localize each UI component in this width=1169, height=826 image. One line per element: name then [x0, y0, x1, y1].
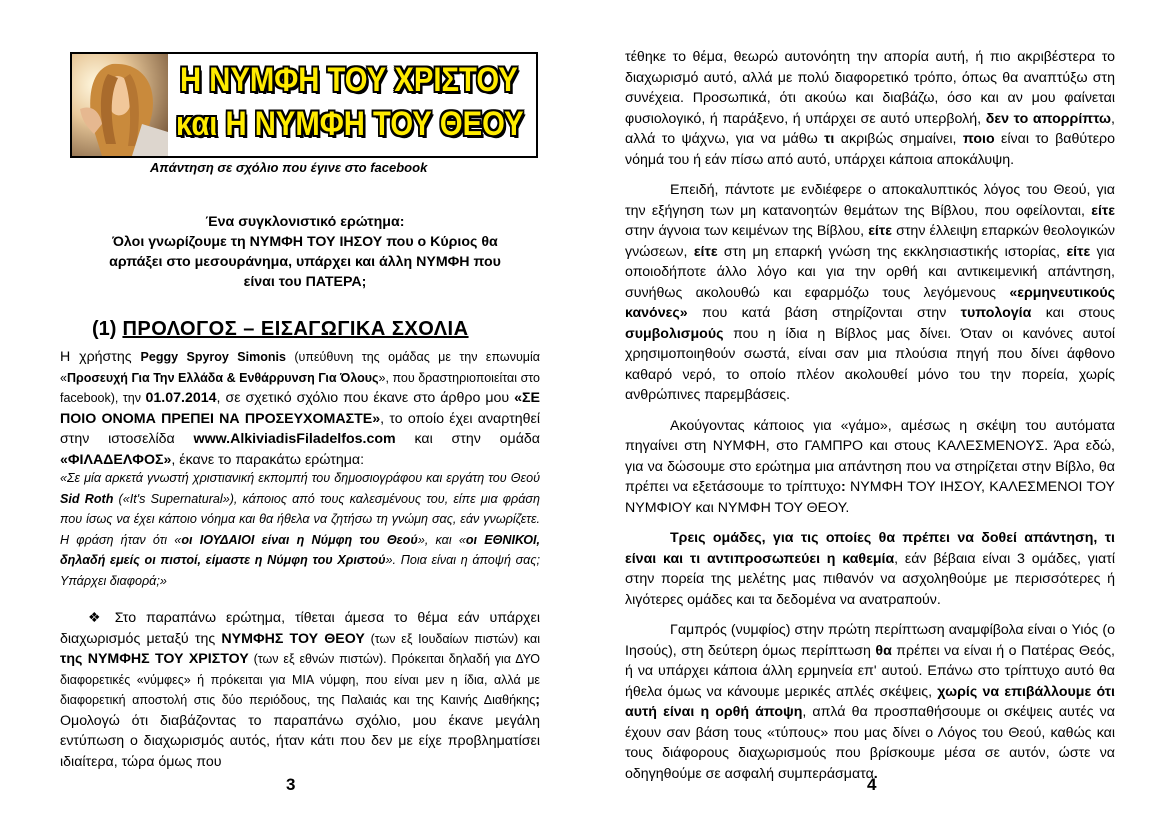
p2-either-3: είτε	[693, 243, 718, 260]
p4-text-a: , εάν βέβαια είναι 3 ομάδες, γιατί στην πορεία της μελέτης μας πιθανόν να ασχοληθούμε με περισσότερες ή λιγότερες ομάδες και τα δεδομένα να ανατραπούν.	[625, 550, 1115, 608]
quote-text-a: «Σε μία αρκετά γνωστή χριστιανική εκπομπή του δημοσιογράφου και εργάτη του Θεού	[60, 471, 540, 485]
group-name: Προσευχή Για Την Ελλάδα & Ενθάρρυνση Για Όλους	[66, 370, 379, 385]
body-bold-2: της ΝΥΜΦΗΣ ΤΟΥ ΧΡΙΣΤΟΥ	[60, 651, 249, 667]
title-banner	[70, 52, 538, 158]
p2-text-h: που η ίδια η Βίβλος μας δίνει. Όταν οι κανόνες αυτοί χρησιμοποιηθούν σωστά, είναι σαν μια πλούσια πηγή που δίνει άφθονο καθαρό νερό, το οποίο πλέον ακολουθεί μόνο του την πορεία, χωρίς ανθρώπινες παρεμβάσεις.	[625, 325, 1115, 403]
section-number: (1)	[92, 318, 117, 340]
p1-text-a: τέθηκε το θέμα, θεωρώ αυτονόητη την απορία αυτή, ή πιο ακριβέστερα το διαχωρισμό αυτό, αλλά με πολύ διαφορετικό τρόπο, όπως θα αναπτύξω στη συνέχεια. Προσωπικά, ότι ακούω και διαβάζω, όσο και αν μου φαίνεται φυσιολογικό, ή παράξενο, ή υπάρχει σε αυτό υπερβολή,	[625, 49, 1115, 127]
intro-text-a: Η χρήστης	[60, 349, 141, 365]
body-text-c: (των εξ εθνών πιστών). Πρόκειται δηλαδή για ΔΥΟ διαφορετικές «νύμφες» ή πρόκειται για ΜΙΑ νύμφη, που είναι μεν η ίδια, αλλά με διαφορετική αποστολή στις δύο περιόδους, της Παλαιάς και της Καινής Διαθήκης	[60, 652, 540, 707]
question-block	[70, 212, 540, 292]
comment-date: 01.07.2014	[145, 390, 217, 406]
p2-rules: «ερμηνευτικούς κανόνες»	[625, 284, 1115, 321]
p3-colon: :	[840, 479, 846, 495]
p2-text-g: και στους	[1031, 305, 1115, 321]
p2-text-a: Επειδή, πάντοτε με ενδιέφερε ο αποκαλυπτικός λόγος του Θεού, για την εξήγηση των μη κατανοητών θεμάτων της Βίβλου, που οφείλονται,	[625, 182, 1115, 219]
section-heading	[92, 318, 469, 341]
title-block	[172, 58, 532, 146]
paragraph-5	[625, 620, 1115, 784]
p5-text-b: πρέπει να είναι ή ο Πατέρας Θεός, ή να υπάρχει κάποια άλλη ερμηνεία επ' αυτού. Επάνω στο τρίπτυχο αυτό θα ήθελα όμως να κάνουμε μερικές απλές σκέψεις,	[625, 642, 1115, 700]
body-text-a: Στο παραπάνω ερώτημα, τίθεται άμεσα το θέμα εάν υπάρχει διαχωρισμός μεταξύ της	[60, 610, 540, 647]
quote-bold-1: οι ΙΟΥΔΑΙΟΙ είναι η Νύμφη του Θεού	[181, 532, 418, 547]
p3-text-a: Ακούγοντας κάποιος για «γάμο», αμέσως η σκέψη του αυτόματα πηγαίνει στη ΝΥΜΦΗ, στο ΓΑΜΠΡΟ και στους ΚΑΛΕΣΜΕΝΟΥΣ. Άρα εδώ, για να δώσουμε στο ερώτημα μια απάντηση που να στηρίζεται στην Βίβλο, θα πρέπει να εξετάσουμε το τρίπτυχο	[625, 417, 1115, 495]
p2-text-d: στη μη επαρκή γνώση της εκκλησιαστικής ιστορίας,	[717, 243, 1067, 260]
p5-dot: .	[873, 765, 878, 782]
question-line-4: είναι του ΠΑΤΕΡΑ;	[243, 274, 367, 290]
banner-caption: Απάντηση σε σχόλιο που έγινε στο facebook	[150, 160, 428, 175]
right-text-column	[625, 47, 1115, 784]
right-page	[585, 0, 1169, 826]
paragraph-2	[625, 180, 1115, 406]
quote-text-b: («It's Supernatural»), κάποιος από τους καλεσμένους του, είπε μια φράση που ίσως να έχει κάποιο νόημα και θα ήθελα να ζητήσω τη γνώμη σας, εάν γνωρίζετε. Η φράση ήταν ότι «	[60, 491, 540, 547]
p2-either-1: είτε	[1091, 202, 1115, 219]
p1-bold-2: τι	[824, 131, 835, 147]
quote-name: Sid Roth	[60, 491, 114, 506]
quote-bold-2: οι ΕΘΝΙΚΟΙ, δηλαδή εμείς οι πιστοί, είμαστε η Νύμφη του Χριστού	[60, 532, 541, 567]
intro-text-b: (υπεύθυνη της ομάδας με την επωνυμία «	[60, 350, 540, 385]
bullet-icon: ❖	[88, 610, 107, 626]
intro-text-e: , το οποίο έχει αναρτηθεί στην ιστοσελίδα	[60, 410, 540, 447]
question-line-3: αρπάξει στο μεσουράνημα, υπάρχει και άλλη ΝΥΜΦΗ που	[109, 254, 501, 270]
body-bold-1: ΝΥΜΦΗΣ ΤΟΥ ΘΕΟΥ	[221, 630, 365, 647]
p2-either-2: είτε	[868, 223, 892, 239]
question-line-1: Ένα συγκλονιστικό ερώτημα:	[205, 214, 405, 230]
p2-text-e: για οποιοδήποτε άλλο λόγο και για την ορθή και αντικειμενική απάντηση, συνήθως ακολουθώ και εφαρμόζω τους λεγόμενους	[625, 243, 1115, 301]
body-text-d: Ομολογώ ότι διαβάζοντας το παραπάνω σχόλιο, μου έκανε μεγάλη εντύπωση ο διαχωρισμός αυτός, ήταν κάτι που δεν με είχε προβληματίσει ιδιαίτερα, τώρα όμως που	[60, 712, 540, 770]
intro-text-f: και στην ομάδα	[395, 431, 540, 447]
p2-text-b: στην άγνοια των κειμένων της Βίβλου,	[625, 223, 869, 239]
page-number-right: 4	[867, 775, 877, 794]
website: www.AlkiviadisFiladelfos.com	[193, 431, 396, 447]
intro-text-d: , σε σχετικό σχόλιο που έκανε στο άρθρο μου	[216, 390, 515, 406]
body-text-b: (των εξ Ιουδαίων πιστών) και	[364, 631, 540, 646]
article-title: «ΣΕ ΠΟΙΟ ΟΝΟΜΑ ΠΡΕΠΕΙ ΝΑ ΠΡΟΣΕΥΧΟΜΑΣΤΕ»	[60, 390, 540, 427]
p5-bold: χωρίς να επιβάλλουμε ότι αυτή είναι η ορθή άποψη	[625, 683, 1115, 720]
intro-paragraph	[60, 347, 540, 470]
question-line-2: Όλοι γνωρίζουμε τη ΝΥΜΦΗ ΤΟΥ ΙΗΣΟΥ που ο Κύριος θα	[112, 234, 498, 250]
left-page	[0, 0, 584, 826]
portrait-image	[72, 54, 168, 156]
body-paragraph	[60, 608, 540, 772]
p3-text-b: ΝΥΜΦΗ ΤΟΥ ΙΗΣΟΥ, ΚΑΛΕΣΜΕΝΟΙ ΤΟΥ ΝΥΜΦΙΟΥ και ΝΥΜΦΗ ΤΟΥ ΘΕΟΥ.	[625, 479, 1115, 516]
paragraph-3	[625, 416, 1115, 519]
p2-symbolism: συμβολισμούς	[625, 325, 724, 342]
quote-text-c: », και «	[417, 532, 466, 547]
intro-text-g: , έκανε το παρακάτω ερώτημα:	[171, 451, 365, 468]
paragraph-1	[625, 47, 1115, 170]
quoted-question	[60, 468, 540, 591]
paragraph-4	[625, 528, 1115, 610]
title-line-1: Η ΝΥΜΦΗ ΤΟΥ ΧΡΙΣΤΟΥ	[180, 61, 518, 99]
p1-text-d: είναι το βαθύτερο νόημά του ή εάν πίσω από αυτό, υπάρχει κάποια αποκάλυψη.	[625, 131, 1115, 168]
p5-text-a: Γαμπρός (νυμφίος) στην πρώτη περίπτωση αναμφίβολα είναι ο Υιός (ο Ιησούς), στη δεύτερη όμως περίπτωση	[625, 622, 1115, 659]
p1-bold-1: δεν το απορρίπτω	[985, 110, 1112, 127]
p2-text-c: στην έλλειψη επαρκών θεολογικών γνώσεων,	[625, 223, 1115, 260]
section-title: ΠΡΟΛΟΓΟΣ – ΕΙΣΑΓΩΓΙΚΑ ΣΧΟΛΙΑ	[122, 318, 469, 340]
p5-text-c: , απλά θα προσπαθήσουμε οι σκέψεις αυτές να έχουν σαν βάση τους «τύπους» που μας δίνει ο Λόγος του Θεού, καθώς και τους διάφορους διαχωρισμούς που βρίσκουμε μέσα σε αυτόν, ώστε να οδηγηθούμε σε ασφαλή συμπεράσματα	[625, 704, 1115, 782]
p5-tha: θα	[875, 642, 892, 659]
p2-text-f: που κατά βάση στηρίζονται στην	[687, 305, 961, 321]
intro-text-c: », που δραστηριοποιείται στο facebook), την	[60, 370, 540, 405]
title-line-2: και Η ΝΥΜΦΗ ΤΟΥ ΘΕΟΥ	[176, 105, 524, 143]
user-name: Peggy Spyroy Simonis	[140, 350, 286, 364]
body-semicolon: ;	[535, 692, 540, 708]
quote-text-d: ». Ποια είναι η άποψή σας; Υπάρχει διαφορά;»	[60, 553, 540, 588]
p1-text-c: ακριβώς σημαίνει,	[834, 131, 963, 147]
p4-bold: Τρεις ομάδες, για τις οποίες θα πρέπει να δοθεί απάντηση, τι είναι και τι αντιπροσωπεύει η καθεμία	[625, 530, 1115, 567]
p1-text-b: , αλλά το ψάχνω, για να μάθω	[625, 110, 1115, 147]
page-number-left: 3	[286, 775, 296, 794]
p1-bold-3: ποιο	[962, 131, 995, 147]
p2-either-4: είτε	[1066, 243, 1091, 260]
group-name-2: «ΦΙΛΑΔΕΛΦΟΣ»	[60, 451, 172, 468]
p2-typology: τυπολογία	[960, 305, 1032, 321]
